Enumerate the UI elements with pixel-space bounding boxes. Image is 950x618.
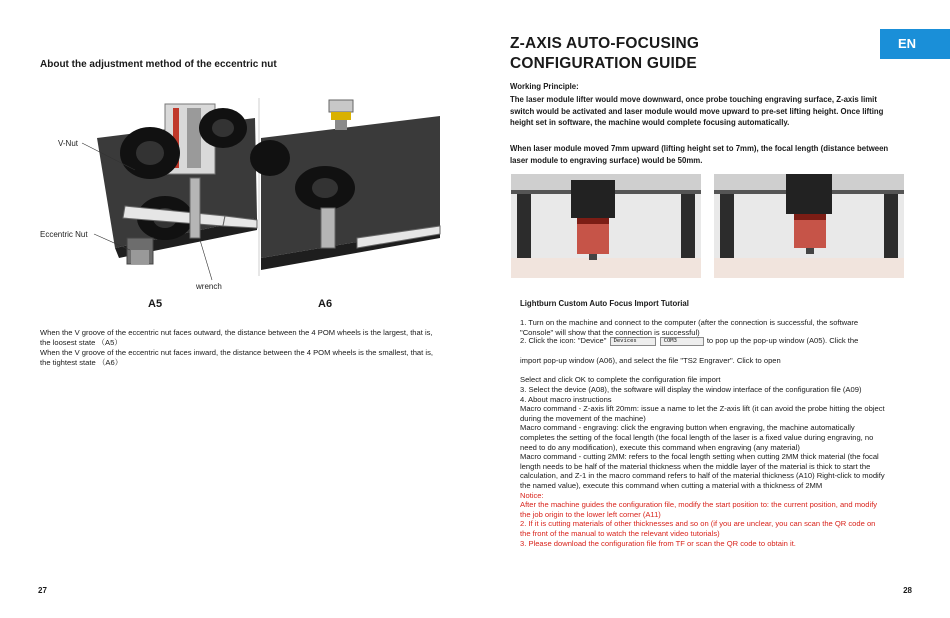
step-2-text-before: 2. Click the icon: "Device" — [520, 336, 607, 345]
page-number-left: 27 — [38, 586, 47, 595]
movement-note: When laser module moved 7mm upward (lifting height set to 7mm), the focal length (distance between laser module to engraving surface) would be 50mm. — [510, 144, 889, 165]
tutorial-line: Macro command - engraving: click the engraving button when engraving, the machine automatically completes the setting of the focal length (the focal length of the laser is a fixed value during engraving, no need to do any modification), execute this command when engraving (any material) — [520, 423, 874, 452]
callout-v-nut: V-Nut — [58, 139, 79, 148]
laser-module-photo-raised — [714, 174, 904, 278]
section-heading: About the adjustment method of the eccentric nut — [40, 59, 277, 70]
working-principle-title: Working Principle: — [510, 82, 579, 91]
callout-eccentric-nut: Eccentric Nut — [40, 230, 88, 239]
title-line-2: CONFIGURATION GUIDE — [510, 55, 697, 72]
page-title — [510, 34, 699, 74]
paragraph-tightest: When the V groove of the eccentric nut faces inward, the distance between the 4 POM wheels is the smallest, that is, the tightest state （A6） — [40, 348, 433, 367]
laser-module-photo-lowered — [511, 174, 701, 278]
callout-wrench: wrench — [196, 282, 222, 291]
tutorial-body — [520, 385, 885, 548]
laser-photo-1-image — [511, 174, 701, 278]
paragraph-loosest: When the V groove of the eccentric nut faces outward, the distance between the 4 POM wheels is the largest, that is, the loosest state （A5） — [40, 328, 433, 347]
right-page — [475, 0, 950, 618]
page-number-right: 28 — [903, 586, 912, 595]
tutorial-line: 3. Select the device (A08), the software will display the window interface of the configuration file (A09) — [520, 385, 862, 394]
notice-line: 3. Please download the configuration file from TF or scan the QR code to obtain it. — [520, 538, 796, 548]
tutorial-line: Macro command - cutting 2MM: refers to the focal length setting when cutting 2MM thick material (the focal length needs to be half of the material thickness when the middle layer of the material is thick to start the calculation, and Z-1 in the macro command refers to half of the material thickness (A10) Right-click to modify the named value), execute this command when cutting a material with a thickness of 2MM — [520, 452, 885, 490]
notice-label: Notice: — [520, 490, 544, 500]
notice-block — [520, 491, 885, 549]
tutorial-title: Lightburn Custom Auto Focus Import Tutorial — [520, 299, 689, 308]
tutorial-step-1: 1. Turn on the machine and connect to the computer (after the connection is successful, the software "Console" will show that the connection is successful) — [520, 318, 859, 337]
laser-photo-2-image — [714, 174, 904, 278]
figure-a5-drawing — [95, 98, 257, 276]
figure-a6-drawing — [250, 98, 460, 276]
com-port-field: COM3 — [660, 337, 704, 346]
eccentric-nut-illustration — [95, 98, 460, 276]
notice-line: After the machine guides the configuration file, modify the start position to: the current position, and modify the job origin to the lower left corner (A11) — [520, 500, 878, 519]
title-line-1: Z-AXIS AUTO-FOCUSING — [510, 35, 700, 52]
step-2-text-after: to pop up the pop-up window (A05). Click the — [706, 336, 859, 345]
tutorial-line: Macro command - Z-axis lift 20mm: issue a name to let the Z-axis lift (it can avoid the probe hitting the object during the movement of the machine) — [520, 404, 885, 423]
tutorial-step-2-continued: import pop-up window (A06), and select the file "TS2 Engraver". Click to open — [520, 356, 781, 365]
devices-field: Devices — [610, 337, 656, 346]
working-principle-body: The laser module lifter would move downward, once probe touching engraving surface, Z-axis limit switch would be activated and laser module would move upward to pre-set lifting height. Once lifting height set in software, the machine would complete focusing automatically. — [510, 95, 884, 127]
notice-line: 2. If it is cutting materials of other thicknesses and so on (if you are unclear, you can scan the QR code on the front of the manual to watch the relevant video tutorials) — [520, 519, 876, 538]
language-badge: EN — [880, 29, 950, 59]
tutorial-step-2-confirm: Select and click OK to complete the configuration file import — [520, 375, 721, 384]
tutorial-step-2 — [520, 336, 885, 346]
tutorial-line: 4. About macro instructions — [520, 394, 612, 404]
figure-label-a6: A6 — [318, 298, 333, 310]
figure-label-a5: A5 — [148, 298, 163, 310]
eccentric-nut-figure — [95, 98, 460, 276]
